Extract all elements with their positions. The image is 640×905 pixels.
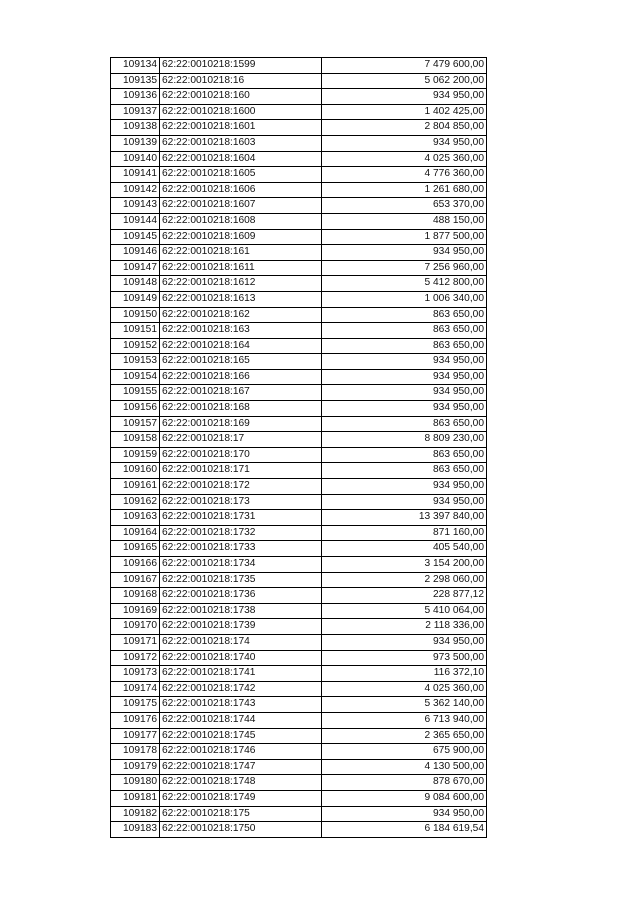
table-row (111, 369, 487, 385)
row-id-cell: 109168 (111, 588, 160, 604)
cadastral-value-cell: 973 500,00 (322, 650, 487, 666)
row-id-cell: 109176 (111, 712, 160, 728)
cadastral-number-cell: 62:22:0010218:167 (160, 385, 322, 401)
table-row (111, 323, 487, 339)
table-row (111, 307, 487, 323)
cadastral-value-cell: 116 372,10 (322, 666, 487, 682)
cadastral-number-cell: 62:22:0010218:1746 (160, 744, 322, 760)
row-id-cell: 109148 (111, 276, 160, 292)
cadastral-number-cell: 62:22:0010218:172 (160, 479, 322, 495)
cadastral-value-cell: 934 950,00 (322, 135, 487, 151)
table-row (111, 588, 487, 604)
table-row (111, 463, 487, 479)
cadastral-number-cell: 62:22:0010218:164 (160, 338, 322, 354)
cadastral-value-cell: 934 950,00 (322, 494, 487, 510)
cadastral-value-cell: 5 412 800,00 (322, 276, 487, 292)
row-id-cell: 109140 (111, 151, 160, 167)
cadastral-number-cell: 62:22:0010218:1735 (160, 572, 322, 588)
cadastral-number-cell: 62:22:0010218:1747 (160, 759, 322, 775)
cadastral-value-cell: 863 650,00 (322, 416, 487, 432)
row-id-cell: 109178 (111, 744, 160, 760)
cadastral-number-cell: 62:22:0010218:16 (160, 73, 322, 89)
table-row (111, 681, 487, 697)
cadastral-number-cell: 62:22:0010218:1743 (160, 697, 322, 713)
table-row (111, 338, 487, 354)
cadastral-value-cell: 863 650,00 (322, 338, 487, 354)
table-row (111, 291, 487, 307)
row-id-cell: 109155 (111, 385, 160, 401)
cadastral-value-cell: 934 950,00 (322, 806, 487, 822)
table-row (111, 634, 487, 650)
table-row (111, 666, 487, 682)
table-row (111, 58, 487, 74)
table-row (111, 790, 487, 806)
row-id-cell: 109183 (111, 822, 160, 838)
cadastral-number-cell: 62:22:0010218:160 (160, 89, 322, 105)
row-id-cell: 109175 (111, 697, 160, 713)
cadastral-number-cell: 62:22:0010218:1604 (160, 151, 322, 167)
table-row (111, 744, 487, 760)
cadastral-number-cell: 62:22:0010218:1599 (160, 58, 322, 74)
cadastral-value-cell: 9 084 600,00 (322, 790, 487, 806)
row-id-cell: 109177 (111, 728, 160, 744)
table-row (111, 557, 487, 573)
cadastral-value-cell: 934 950,00 (322, 385, 487, 401)
table-row (111, 89, 487, 105)
cadastral-value-cell: 863 650,00 (322, 323, 487, 339)
table-row (111, 104, 487, 120)
cadastral-value-cell: 2 118 336,00 (322, 619, 487, 635)
table-row (111, 510, 487, 526)
row-id-cell: 109154 (111, 369, 160, 385)
cadastral-value-cell: 405 540,00 (322, 541, 487, 557)
row-id-cell: 109150 (111, 307, 160, 323)
cadastral-number-cell: 62:22:0010218:1600 (160, 104, 322, 120)
table-row (111, 572, 487, 588)
cadastral-number-cell: 62:22:0010218:1606 (160, 182, 322, 198)
cadastral-number-cell: 62:22:0010218:166 (160, 369, 322, 385)
table-row (111, 603, 487, 619)
cadastral-value-cell: 13 397 840,00 (322, 510, 487, 526)
table-row (111, 182, 487, 198)
cadastral-value-cell: 934 950,00 (322, 354, 487, 370)
cadastral-value-cell: 1 877 500,00 (322, 229, 487, 245)
cadastral-number-cell: 62:22:0010218:1741 (160, 666, 322, 682)
cadastral-value-cell: 1 402 425,00 (322, 104, 487, 120)
cadastral-value-cell: 2 804 850,00 (322, 120, 487, 136)
table-row (111, 260, 487, 276)
cadastral-value-cell: 228 877,12 (322, 588, 487, 604)
table-row (111, 432, 487, 448)
row-id-cell: 109173 (111, 666, 160, 682)
cadastral-value-cell: 934 950,00 (322, 479, 487, 495)
row-id-cell: 109167 (111, 572, 160, 588)
cadastral-value-cell: 8 809 230,00 (322, 432, 487, 448)
cadastral-value-table (110, 57, 487, 838)
cadastral-number-cell: 62:22:0010218:1603 (160, 135, 322, 151)
cadastral-value-cell: 934 950,00 (322, 401, 487, 417)
cadastral-value-cell: 4 130 500,00 (322, 759, 487, 775)
cadastral-number-cell: 62:22:0010218:1613 (160, 291, 322, 307)
cadastral-value-cell: 3 154 200,00 (322, 557, 487, 573)
table-row (111, 650, 487, 666)
row-id-cell: 109158 (111, 432, 160, 448)
table-row (111, 198, 487, 214)
row-id-cell: 109144 (111, 213, 160, 229)
row-id-cell: 109151 (111, 323, 160, 339)
row-id-cell: 109164 (111, 525, 160, 541)
cadastral-number-cell: 62:22:0010218:1732 (160, 525, 322, 541)
table-row (111, 775, 487, 791)
cadastral-number-cell: 62:22:0010218:1740 (160, 650, 322, 666)
row-id-cell: 109163 (111, 510, 160, 526)
cadastral-number-cell: 62:22:0010218:161 (160, 245, 322, 261)
cadastral-number-cell: 62:22:0010218:1739 (160, 619, 322, 635)
cadastral-value-cell: 863 650,00 (322, 307, 487, 323)
cadastral-number-cell: 62:22:0010218:1744 (160, 712, 322, 728)
table-row (111, 73, 487, 89)
cadastral-value-cell: 7 479 600,00 (322, 58, 487, 74)
row-id-cell: 109152 (111, 338, 160, 354)
row-id-cell: 109162 (111, 494, 160, 510)
row-id-cell: 109181 (111, 790, 160, 806)
row-id-cell: 109165 (111, 541, 160, 557)
table-row (111, 213, 487, 229)
cadastral-number-cell: 62:22:0010218:1734 (160, 557, 322, 573)
row-id-cell: 109156 (111, 401, 160, 417)
cadastral-value-cell: 6 184 619,54 (322, 822, 487, 838)
cadastral-value-cell: 653 370,00 (322, 198, 487, 214)
table-row (111, 494, 487, 510)
row-id-cell: 109142 (111, 182, 160, 198)
row-id-cell: 109172 (111, 650, 160, 666)
cadastral-value-cell: 1 006 340,00 (322, 291, 487, 307)
cadastral-number-cell: 62:22:0010218:170 (160, 447, 322, 463)
cadastral-value-cell: 4 025 360,00 (322, 681, 487, 697)
table-row (111, 697, 487, 713)
cadastral-number-cell: 62:22:0010218:1601 (160, 120, 322, 136)
cadastral-number-cell: 62:22:0010218:162 (160, 307, 322, 323)
table-row (111, 135, 487, 151)
cadastral-number-cell: 62:22:0010218:1733 (160, 541, 322, 557)
cadastral-value-cell: 1 261 680,00 (322, 182, 487, 198)
cadastral-number-cell: 62:22:0010218:1609 (160, 229, 322, 245)
cadastral-value-cell: 675 900,00 (322, 744, 487, 760)
table-row (111, 276, 487, 292)
table-row (111, 120, 487, 136)
cadastral-value-cell: 871 160,00 (322, 525, 487, 541)
cadastral-number-cell: 62:22:0010218:1731 (160, 510, 322, 526)
table-row (111, 385, 487, 401)
cadastral-value-cell: 934 950,00 (322, 245, 487, 261)
cadastral-number-cell: 62:22:0010218:1750 (160, 822, 322, 838)
row-id-cell: 109170 (111, 619, 160, 635)
table-row (111, 759, 487, 775)
table-row (111, 151, 487, 167)
table-row (111, 245, 487, 261)
table-row (111, 229, 487, 245)
cadastral-value-cell: 934 950,00 (322, 89, 487, 105)
cadastral-number-cell: 62:22:0010218:1605 (160, 167, 322, 183)
row-id-cell: 109143 (111, 198, 160, 214)
cadastral-value-cell: 863 650,00 (322, 447, 487, 463)
cadastral-value-cell: 6 713 940,00 (322, 712, 487, 728)
table-row (111, 167, 487, 183)
cadastral-value-cell: 2 365 650,00 (322, 728, 487, 744)
row-id-cell: 109180 (111, 775, 160, 791)
table-row (111, 354, 487, 370)
cadastral-number-cell: 62:22:0010218:1612 (160, 276, 322, 292)
table-row (111, 401, 487, 417)
table-row (111, 479, 487, 495)
cadastral-number-cell: 62:22:0010218:1736 (160, 588, 322, 604)
row-id-cell: 109137 (111, 104, 160, 120)
table-row (111, 712, 487, 728)
cadastral-number-cell: 62:22:0010218:1608 (160, 213, 322, 229)
cadastral-number-cell: 62:22:0010218:1607 (160, 198, 322, 214)
cadastral-value-cell: 863 650,00 (322, 463, 487, 479)
row-id-cell: 109134 (111, 58, 160, 74)
row-id-cell: 109159 (111, 447, 160, 463)
table-body (111, 58, 487, 838)
cadastral-number-cell: 62:22:0010218:1749 (160, 790, 322, 806)
row-id-cell: 109147 (111, 260, 160, 276)
cadastral-value-cell: 7 256 960,00 (322, 260, 487, 276)
table-row (111, 525, 487, 541)
row-id-cell: 109179 (111, 759, 160, 775)
cadastral-number-cell: 62:22:0010218:1738 (160, 603, 322, 619)
cadastral-number-cell: 62:22:0010218:173 (160, 494, 322, 510)
cadastral-number-cell: 62:22:0010218:168 (160, 401, 322, 417)
cadastral-number-cell: 62:22:0010218:174 (160, 634, 322, 650)
table-row (111, 541, 487, 557)
row-id-cell: 109171 (111, 634, 160, 650)
row-id-cell: 109161 (111, 479, 160, 495)
cadastral-value-cell: 488 150,00 (322, 213, 487, 229)
row-id-cell: 109182 (111, 806, 160, 822)
cadastral-value-cell: 2 298 060,00 (322, 572, 487, 588)
row-id-cell: 109135 (111, 73, 160, 89)
row-id-cell: 109139 (111, 135, 160, 151)
cadastral-number-cell: 62:22:0010218:163 (160, 323, 322, 339)
cadastral-value-cell: 5 410 064,00 (322, 603, 487, 619)
table-row (111, 447, 487, 463)
row-id-cell: 109149 (111, 291, 160, 307)
cadastral-value-cell: 4 025 360,00 (322, 151, 487, 167)
cadastral-number-cell: 62:22:0010218:169 (160, 416, 322, 432)
cadastral-number-cell: 62:22:0010218:1748 (160, 775, 322, 791)
row-id-cell: 109145 (111, 229, 160, 245)
cadastral-number-cell: 62:22:0010218:1742 (160, 681, 322, 697)
cadastral-number-cell: 62:22:0010218:17 (160, 432, 322, 448)
table-row (111, 619, 487, 635)
cadastral-number-cell: 62:22:0010218:171 (160, 463, 322, 479)
row-id-cell: 109166 (111, 557, 160, 573)
cadastral-value-cell: 878 670,00 (322, 775, 487, 791)
row-id-cell: 109153 (111, 354, 160, 370)
cadastral-value-cell: 5 062 200,00 (322, 73, 487, 89)
row-id-cell: 109157 (111, 416, 160, 432)
row-id-cell: 109174 (111, 681, 160, 697)
cadastral-number-cell: 62:22:0010218:175 (160, 806, 322, 822)
cadastral-value-cell: 5 362 140,00 (322, 697, 487, 713)
cadastral-value-cell: 934 950,00 (322, 369, 487, 385)
table-row (111, 822, 487, 838)
row-id-cell: 109160 (111, 463, 160, 479)
row-id-cell: 109169 (111, 603, 160, 619)
row-id-cell: 109146 (111, 245, 160, 261)
table-row (111, 806, 487, 822)
row-id-cell: 109138 (111, 120, 160, 136)
row-id-cell: 109136 (111, 89, 160, 105)
table-row (111, 728, 487, 744)
cadastral-number-cell: 62:22:0010218:1745 (160, 728, 322, 744)
row-id-cell: 109141 (111, 167, 160, 183)
cadastral-number-cell: 62:22:0010218:165 (160, 354, 322, 370)
table-row (111, 416, 487, 432)
cadastral-value-cell: 934 950,00 (322, 634, 487, 650)
cadastral-number-cell: 62:22:0010218:1611 (160, 260, 322, 276)
cadastral-value-cell: 4 776 360,00 (322, 167, 487, 183)
